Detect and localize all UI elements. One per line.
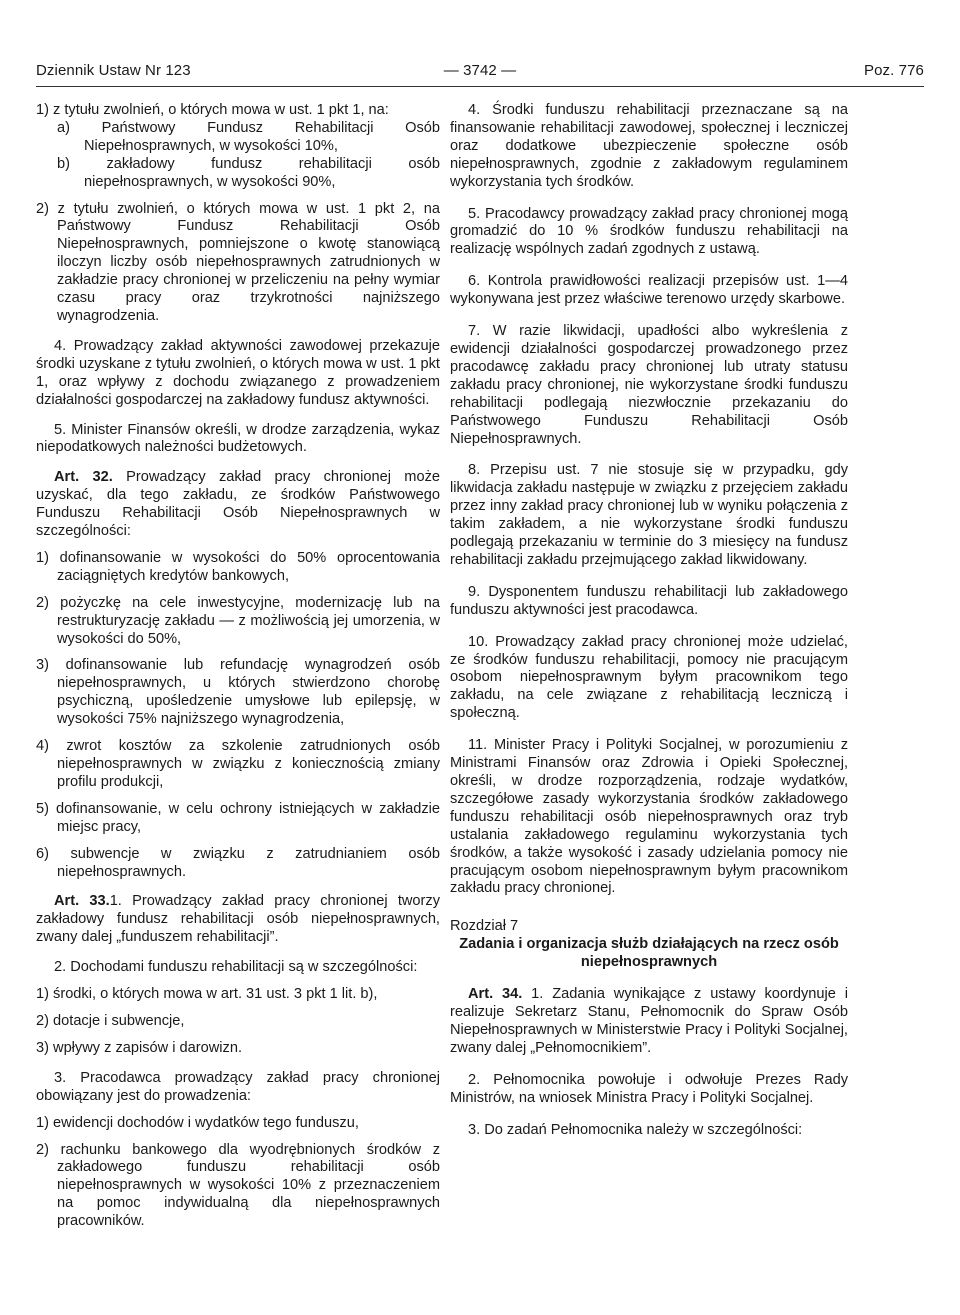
paragraph: 2. Pełnomocnika powołuje i odwołuje Prezes Rady Ministrów, na wniosek Ministra Pracy i Polityki Socjalnej.	[450, 1071, 848, 1106]
list-item: 4) zwrot kosztów za szkolenie zatrudnionych osób niepełnosprawnych w związku z koniecznością zmiany profilu produkcji,	[36, 738, 440, 790]
left-column	[36, 102, 440, 1231]
paragraph: 2. Dochodami funduszu rehabilitacji są w szczególności:	[54, 959, 418, 976]
list-item: 1) ewidencji dochodów i wydatków tego funduszu,	[36, 1114, 359, 1131]
list-item: 5) dofinansowanie, w celu ochrony istniejących w zakładzie miejsc pracy,	[36, 800, 440, 835]
paragraph: 1) z tytułu zwolnień, o których mowa w ust. 1 pkt 1, na:	[36, 102, 389, 118]
paragraph: 10. Prowadzący zakład pracy chronionej może udzielać, ze środków funduszu rehabilitacji, pomocy nie pracującym osobom niepełnosprawnym byłym pracownikom tego zakładu, na cele związane z rehabilitacją leczniczą i społeczną.	[450, 633, 848, 722]
paragraph: 11. Minister Pracy i Polityki Socjalnej, w porozumieniu z Ministrami Finansów oraz Zdrowia i Opieki Społecznej, określi, w drodze rozporządzenia, rodzaje wydatków, szczegółowe zasady wykorzystania środków zakładowego funduszu rehabilitacji osób niepełnosprawnych oraz tryb ustalania zakładowego regulaminu wykorzystania tych środków, a także wysokość i zasady udzielania pomocy nie pracującym osobom niepełnosprawnym byłym pracownikom zakładu pracy chronionej.	[450, 737, 848, 897]
paragraph: 9. Dysponentem funduszu rehabilitacji lub zakładowego funduszu aktywności jest pracodawca.	[450, 583, 848, 618]
chapter-number: Rozdział 7	[450, 918, 519, 935]
right-column	[450, 102, 848, 1139]
list-item: 1) dofinansowanie w wysokości do 50% oprocentowania zaciągniętych kredytów bankowych,	[36, 549, 440, 584]
page-header	[36, 62, 924, 84]
paragraph: 2) z tytułu zwolnień, o których mowa w ust. 1 pkt 2, na Państwowy Fundusz Rehabilitacji Osób Niepełnosprawnych, pomniejszone o kwotę stanowiącą iloczyn liczby osób niepełnosprawnych zatrudnionych w zakładzie pracy chronionej w przeliczeniu na pełny wymiar czasu pracy oraz trzykrotności najniższego wynagrodzenia.	[36, 200, 440, 324]
paragraph: 3. Pracodawca prowadzący zakład pracy chronionej obowiązany jest do prowadzenia:	[36, 1069, 440, 1104]
position-number: Poz. 776	[863, 62, 924, 79]
paragraph: 4. Środki funduszu rehabilitacji przeznaczane są na finansowanie rehabilitacji zawodowej, społecznej i leczniczej oraz dodatkowe ubezpieczenie społeczne osób niepełnosprawnych, zgodnie z zakładowym regulaminem wykorzystania tych środków.	[450, 102, 848, 190]
page-number: — 3742 —	[443, 62, 517, 79]
list-item: 2) dotacje i subwencje,	[36, 1012, 185, 1029]
article-text: 1. Prowadzący zakład pracy chronionej tworzy zakładowy fundusz rehabilitacji osób niepełnosprawnych, zwany dalej „funduszem rehabilitacji”.	[36, 893, 440, 946]
paragraph: 7. W razie likwidacji, upadłości albo wykreślenia z ewidencji działalności gospodarczej prowadzonego przez pracodawcę zakładu pracy chronionej lub utraty statusu zakładu pracy chronionej, nie wykorzystane środki funduszu rehabilitacji podlegają niezwłocznie przekazaniu do Państwowego Funduszu Rehabilitacji Osób Niepełnosprawnych.	[450, 323, 848, 447]
chapter-title: Zadania i organizacja służb działających na rzecz osób niepełnosprawnych	[459, 936, 839, 971]
article-text: 1. Zadania wynikające z ustawy koordynuje i realizuje Sekretarz Stanu, Pełnomocnik do Spraw Osób Niepełnosprawnych w Ministerstwie Pracy i Polityki Socjalnej, zwany dalej „Pełnomocnikiem”.	[450, 986, 848, 1056]
paragraph: 6. Kontrola prawidłowości realizacji przepisów ust. 1—4 wykonywana jest przez właściwe terenowo urzędy skarbowe.	[450, 273, 848, 308]
paragraph: 8. Przepisu ust. 7 nie stosuje się w przypadku, gdy likwidacja zakładu następuje w związku z przejęciem zakładu przez inny zakład pracy chronionej lub w wyniku połączenia z takim zakładem, a nie wykorzystane środki funduszu podlegają przekazaniu w terminie do 3 miesięcy na fundusz rehabilitacji zakładu przejmującego zakład likwidowany.	[450, 462, 848, 568]
list-item: 3) wpływy z zapisów i darowizn.	[36, 1039, 243, 1056]
list-item: a) Państwowy Fundusz Rehabilitacji Osób Niepełnosprawnych, w wysokości 10%,	[57, 119, 440, 154]
article-32	[36, 469, 440, 541]
paragraph: 5. Pracodawcy prowadzący zakład pracy chronionej mogą gromadzić do 10 % środków funduszu rehabilitacji na realizację wspólnych zadań zgodnych z ustawą.	[450, 205, 848, 258]
list-item: 1) środki, o których mowa w art. 31 ust. 3 pkt 1 lit. b),	[36, 986, 378, 1003]
list-item: 6) subwencje w związku z zatrudnianiem osób niepełnosprawnych.	[36, 845, 440, 880]
header-rule	[36, 86, 924, 87]
article-label: Art. 32.	[54, 469, 113, 486]
journal-title: Dziennik Ustaw Nr 123	[36, 62, 191, 79]
list-item: 2) pożyczkę na cele inwestycyjne, modernizację lub na restrukturyzację zakładu — z możliwością jej umorzenia, w wysokości do 50%,	[36, 594, 440, 647]
paragraph: 3. Do zadań Pełnomocnika należy w szczególności:	[468, 1121, 803, 1138]
article-33	[36, 893, 440, 947]
article-label: Art. 33.	[54, 893, 110, 910]
list-item: 2) rachunku bankowego dla wyodrębnionych środków z zakładowego funduszu rehabilitacji osób niepełnosprawnych w wysokości 10% z przeznaczeniem na pomoc indywidualną dla niepełnosprawnych pracowników.	[36, 1141, 440, 1230]
article-34	[450, 986, 848, 1058]
paragraph: 5. Minister Finansów określi, w drodze zarządzenia, wykaz niepodatkowych należności budżetowych.	[36, 421, 440, 456]
paragraph: 4. Prowadzący zakład aktywności zawodowej przekazuje środki uzyskane z tytułu zwolnień, o których mowa w ust. 1 pkt 1, oraz wpływy z dochodu związanego z prowadzeniem działalności gospodarczej na zakładowy fundusz aktywności.	[36, 337, 440, 408]
list-item: 3) dofinansowanie lub refundację wynagrodzeń osób niepełnosprawnych, u których stwierdzono chorobę psychiczną, upośledzenie umysłowe lub epilepsję, w wysokości 75% najniższego wynagrodzenia,	[36, 657, 440, 728]
article-text: Prowadzący zakład pracy chronionej może uzyskać, dla tego zakładu, ze środków Państwowego Funduszu Rehabilitacji Osób Niepełnosprawnych w szczególności:	[36, 469, 440, 540]
list-item: b) zakładowy fundusz rehabilitacji osób niepełnosprawnych, w wysokości 90%,	[57, 155, 440, 190]
article-label: Art. 34.	[468, 986, 523, 1003]
